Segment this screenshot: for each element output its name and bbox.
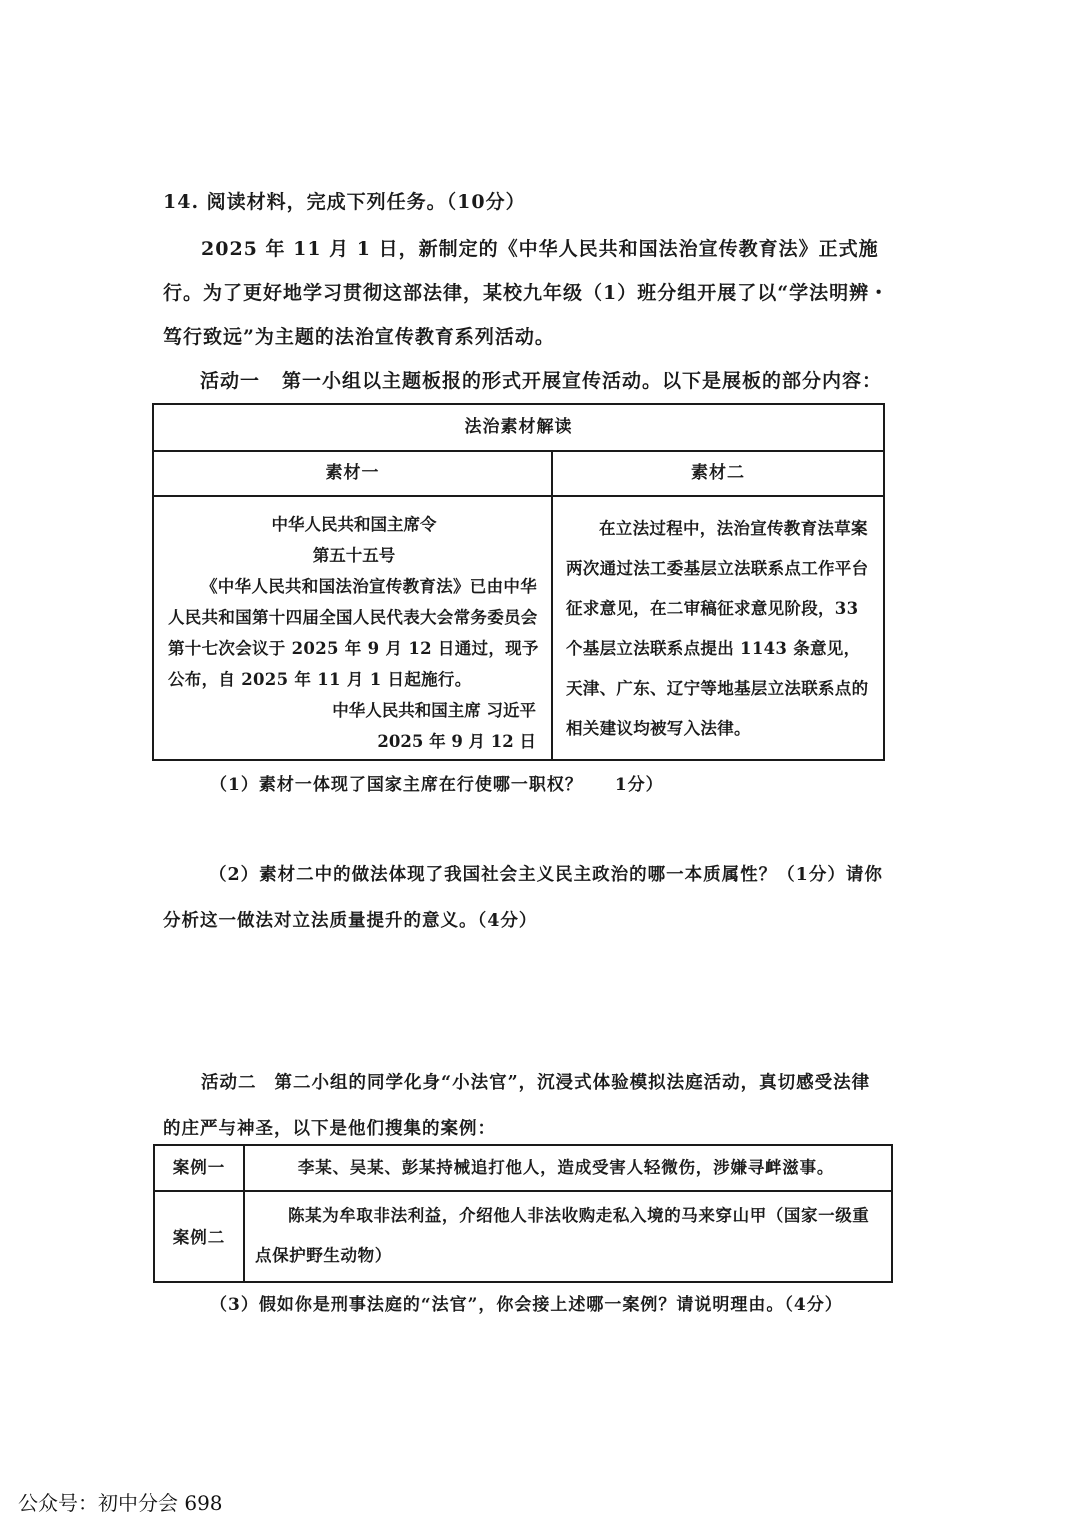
question-title: 14. 阅读材料，完成下列任务。（10分） [163,191,526,213]
sub-question-2 [163,852,888,944]
decree-number: 第五十五号 [312,546,396,565]
activity1-text: 第一小组以主题板报的形式开展宣传活动。以下是展板的部分内容： [282,370,883,392]
table-divider-horizontal [154,495,883,497]
case-table-divider-vertical [243,1146,245,1281]
activity1-label: 活动一 [200,370,261,392]
sub-question-2-text: （2）素材二中的做法体现了我国社会主义民主政治的哪一本质属性？（1分）请你分析这一做法对立法质量提升的意义。（4分） [163,865,883,931]
case1-text: 李某、吴某、彭某持械追打他人，造成受害人轻微伤，涉嫌寻衅滋事。 [297,1158,835,1177]
material-table [152,403,885,761]
material1-content [168,509,540,757]
sub-question-3: （3）假如你是刑事法庭的“法官”，你会接上述哪一案例？请说明理由。（4分） [210,1295,843,1315]
material1-title: 素材一 [325,463,380,483]
decree-date: 2025 年 9 月 12 日 [377,732,536,751]
activity2-label: 活动二 [201,1073,257,1093]
case2-label: 案例二 [172,1228,226,1247]
material2-body: 在立法过程中，法治宣传教育法草案两次通过法工委基层立法联系点工作平台征求意见，在二审稿征求意见阶段，33 个基层立法联系点提出 1143 条意见，天津、广东、辽宁等地基层立法联系点的相关建议均被写入法律。 [566,519,869,738]
activity2 [163,1060,888,1152]
footer-watermark: 公众号：初中分会 698 [18,1491,223,1515]
activity1 [200,366,882,393]
case-table [153,1144,893,1283]
sub-question-1-text: （1）素材一体现了国家主席在行使哪一职权？ [210,775,583,795]
material2-content [566,509,876,749]
question-intro [163,227,893,359]
material2-title: 素材二 [691,463,745,483]
material-table-header: 法治素材解读 [154,405,883,452]
case1-label: 案例一 [172,1158,226,1177]
sub-question-1 [210,770,664,795]
activity2-text: 第二小组的同学化身“小法官”，沉浸式体验模拟法庭活动，真切感受法律的庄严与神圣，以下是他们搜集的案例： [163,1073,871,1139]
decree-signature: 中华人民共和国主席 习近平 [332,701,536,720]
question-intro-text: 2025 年 11 月 1 日，新制定的《中华人民共和国法治宣传教育法》正式施行。为了更好地学习贯彻这部法律，某校九年级（1）班分组开展了以“学法明辨・笃行致远”为主题的法治宣传教育系列活动。 [163,238,890,348]
case2-text: 陈某为牟取非法利益，介绍他人非法收购走私入境的马来穿山甲（国家一级重点保护野生动物） [255,1206,870,1265]
case2-content [255,1196,883,1276]
decree-title: 中华人民共和国主席令 [271,515,437,534]
decree-body: 《中华人民共和国法治宣传教育法》已由中华人民共和国第十四届全国人民代表大会常务委员会第十七次会议于 2025 年 9 月 12 日通过，现予公布，自 2025 年 11 月 1 日起施行。 [168,577,539,689]
case-table-divider-horizontal [155,1190,891,1192]
sub-question-1-score: 1分） [614,775,664,795]
